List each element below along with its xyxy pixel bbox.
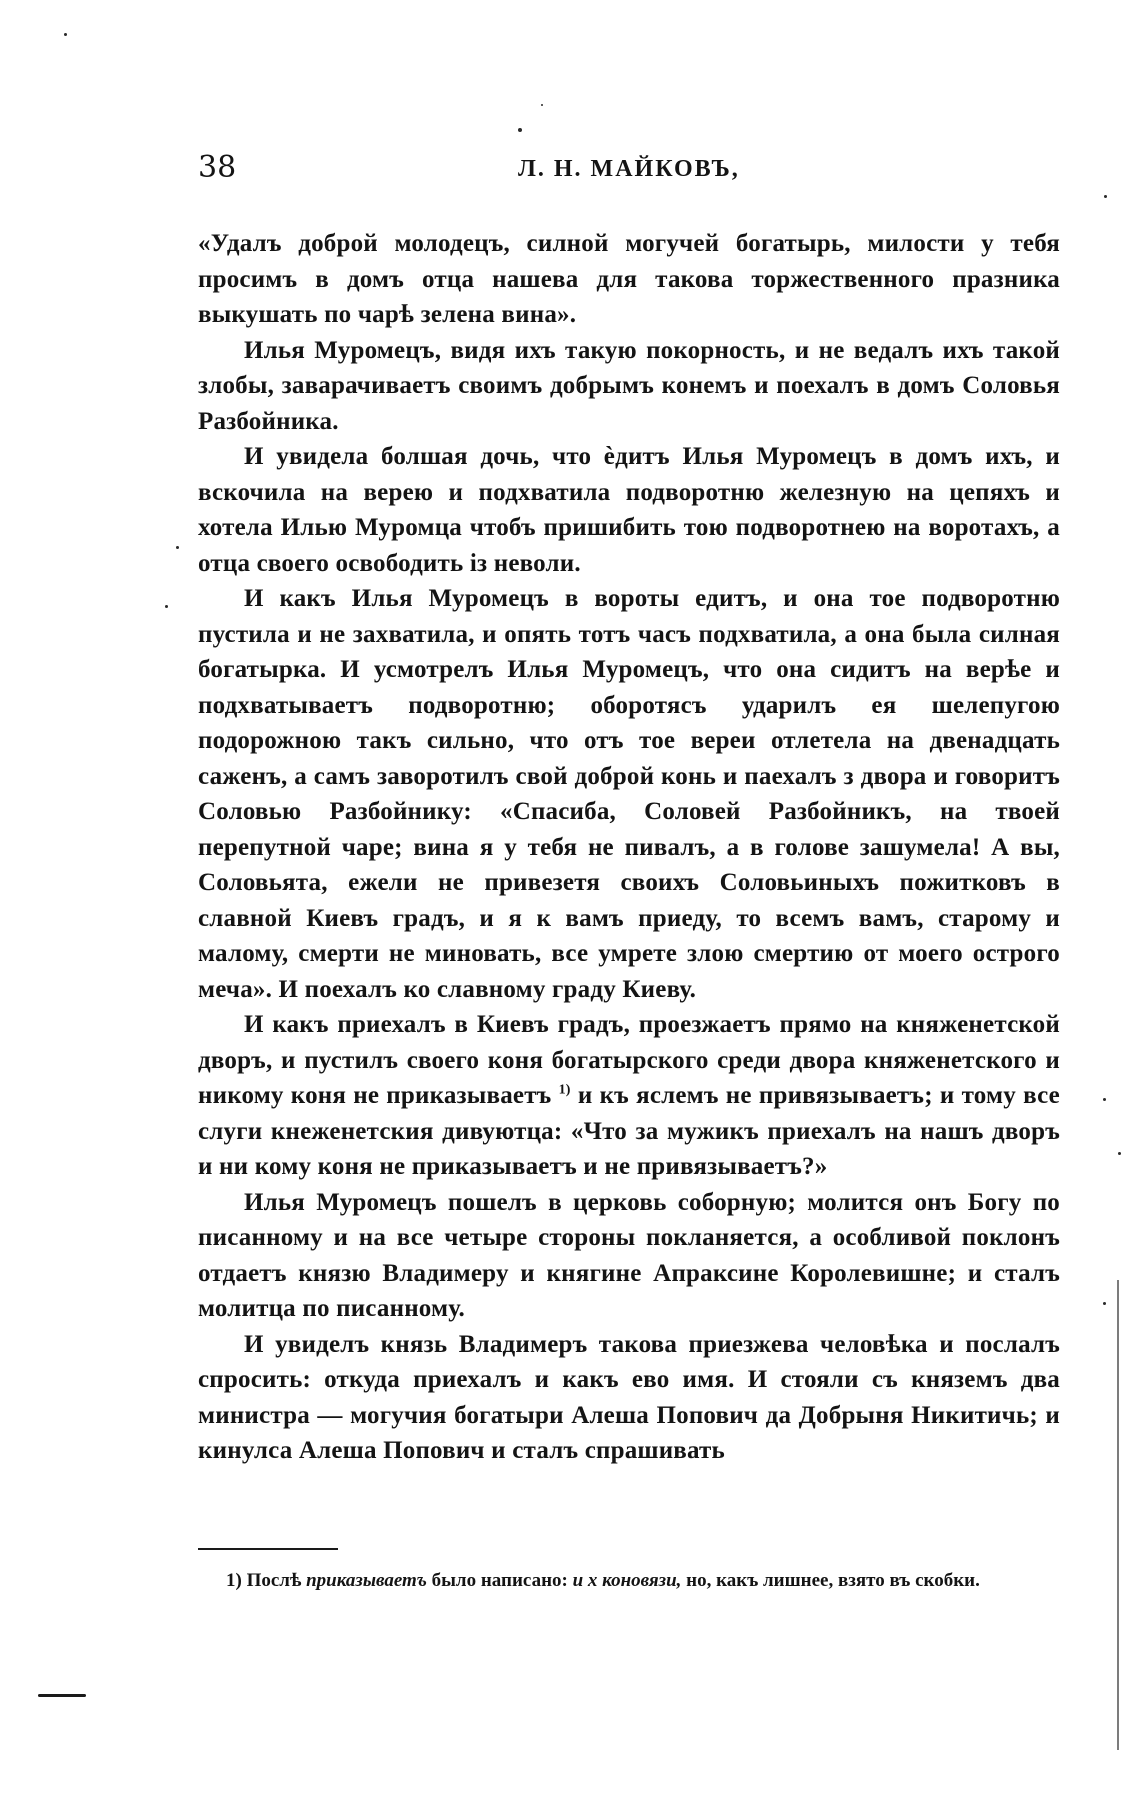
- scan-speck: [541, 104, 543, 106]
- scan-speck: [176, 546, 179, 549]
- footnote: [198, 1566, 1060, 1595]
- scan-speck: [1118, 1152, 1121, 1155]
- scan-mark: [38, 1694, 86, 1697]
- paragraph-6: Илья Муромецъ пошелъ в церковь соборную; молится онъ Богу по писанному и на все четыре стороны покланяется, а особливой поклонъ отдаетъ князю Владимеру и княгине Апраксине Королевишне; и сталъ молитца по писанному.: [198, 1188, 1060, 1322]
- footnote-end: но, какъ лишнее, взято въ скобки.: [686, 1570, 980, 1591]
- page-header: [198, 150, 1060, 196]
- paragraph-7: И увиделъ князь Владимеръ такова приезжева человѣка и послалъ спросить: откуда приехалъ и какъ ево имя. И стояли съ княземъ два министра — могучия богатыри Алеша Попович да Добрыня Никитичь; и кинулса Алеша Попович и сталъ спрашивать: [198, 1330, 1060, 1464]
- running-head: Л. Н. МАЙКОВЪ,: [518, 156, 740, 182]
- paragraph-5-part-2: и къ яслемъ не привязываетъ; и тому все слуги кнеженетския дивуютца: «Что за мужикъ приехалъ на нашъ дворъ и ни кому коня не приказываетъ и не привязываетъ?»: [198, 1082, 1060, 1180]
- paragraph-3: И увидела болшая дочь, что ѐдитъ Илья Муромецъ в домъ ихъ, и вскочила на верею и подхватила подворотню железную на цепяхъ и хотела Илью Муромца чтобъ пришибить тою подворотнею на воротахъ, а отца своего освободить із неволи.: [198, 443, 1060, 577]
- scan-speck: [165, 605, 168, 608]
- footnote-quote: и х коновязи,: [572, 1570, 682, 1591]
- paragraph-1: «Удалъ доброй молодецъ, силной могучей богатырь, милости у тебя просимъ в домъ отца нашева для такова торжественного празника выкушать по чарѣ зелена вина».: [198, 230, 1060, 328]
- scan-speck: [518, 128, 522, 132]
- paragraph-2: Илья Муромецъ, видя ихъ такую покорность, и не ведалъ ихъ такой злобы, заварачиваетъ своимъ добрымъ конемъ и поехалъ в домъ Соловья Разбойника.: [198, 336, 1060, 435]
- scan-speck: [1104, 195, 1107, 198]
- scan-speck: [1103, 1302, 1106, 1305]
- page-number: 38: [198, 150, 237, 185]
- paragraph-4: И какъ Илья Муромецъ в вороты едитъ, и она тое подворотню пустила и не захватила, и опять тотъ часъ подхватила, а она была силная богатырка. И усмотрелъ Илья Муромецъ, что она сидитъ на верѣе и подхватываетъ подворотню; оборотясъ ударилъ ея шелепугою подорожною такъ сильно, что отъ тое вереи отлетела на двенадцать саженъ, а самъ заворотилъ свой доброй конь и паехалъ з двора и говоритъ Соловью Разбойнику: «Спасиба, Соловей Разбойникъ, на твоей перепутной чаре; вина я у тебя не пивалъ, а в голове зашумела! А вы, Соловьята, ежели не привезетя своихъ Соловьиныхъ пожитковъ в славной Киевъ градъ, и я к вамъ приеду, то всемъ вамъ, старому и малому, смерти не миновать, все умрете злою смертию от моего острого меча». И поехалъ ко славному граду Киеву.: [198, 585, 1060, 1003]
- footnote-reference: 1): [558, 1082, 571, 1098]
- scan-speck: [64, 33, 67, 36]
- footnote-term: приказываетъ: [306, 1570, 427, 1591]
- footnote-divider: [198, 1548, 338, 1550]
- footnote-marker: 1) Послѣ: [226, 1570, 302, 1591]
- scan-speck: [1103, 1098, 1106, 1101]
- footnote-middle: было написано:: [431, 1570, 568, 1591]
- paragraph-5-part-1: И какъ приехалъ в Киевъ градъ, проезжаетъ прямо на княженетской дворъ, и пустилъ своего коня богатырского среди двора княженетского и никому коня не приказываетъ: [198, 1011, 1060, 1109]
- main-text: [198, 226, 1060, 1469]
- scan-edge-line: [1117, 1280, 1119, 1750]
- paragraph-5: [198, 1007, 1060, 1185]
